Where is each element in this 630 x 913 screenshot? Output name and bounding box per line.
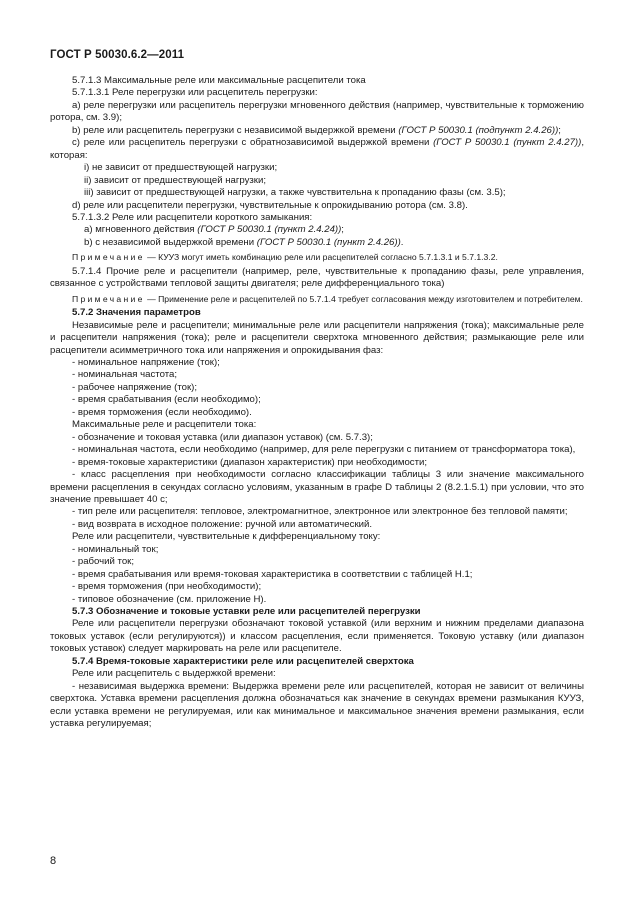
list-item: - номинальный ток; bbox=[72, 543, 159, 555]
list-item: - номинальная частота; bbox=[72, 369, 178, 381]
section-573: Реле или расцепители перегрузки обозначают токовой уставкой (или верхним и нижним пределами диапазона токовых уставок (если регулируются)) и классом расцепления, если применяется. Токовую уставку (или диапазон токовых уставок) следует маркировать на реле или расцепителе. bbox=[50, 618, 584, 655]
list-item: - время торможения (если необходимо). bbox=[72, 406, 252, 418]
list-item: - рабочее напряжение (ток); bbox=[72, 381, 198, 393]
heading-573: 5.7.3 Обозначение и токовые уставки реле или расцепителей перегрузки bbox=[72, 606, 421, 618]
list-item: - обозначение и токовая уставка (или диапазон уставок) (см. 5.7.3); bbox=[72, 431, 373, 443]
note-1: Примечание — КУУЗ могут иметь комбинацию реле или расцепителей согласно 5.7.1.3.1 и 5.7.1.3.2. bbox=[72, 252, 498, 263]
list-item: - типовое обозначение (см. приложение Н). bbox=[72, 593, 267, 605]
list-item: - время торможения (при необходимости); bbox=[72, 581, 262, 593]
list-item: - время срабатывания (если необходимо); bbox=[72, 394, 261, 406]
list-item: - тип реле или расцепителя: тепловое, электромагнитное, электронное или электронное без тепловой памяти; bbox=[72, 506, 568, 518]
list-item: - номинальная частота, если необходимо (например, для реле перегрузки с питанием от трансформатора тока), bbox=[72, 444, 576, 456]
list-item: - время срабатывания или время-токовая характеристика в соответствии с таблицей Н.1; bbox=[72, 568, 473, 580]
list-general bbox=[50, 357, 584, 419]
item-c: с) реле или расцепитель перегрузки с обратнозависимой выдержкой времени (ГОСТ Р 50030.1 (пункт 2.4.27)), которая: bbox=[50, 137, 584, 161]
sc-item-a: а) мгновенного действия (ГОСТ Р 50030.1 (пункт 2.4.24)); bbox=[84, 224, 344, 236]
item-b: b) реле или расцепитель перегрузки с независимой выдержкой времени (ГОСТ Р 50030.1 (подпункт 2.4.26)); bbox=[72, 124, 561, 136]
sc-item-b: b) с независимой выдержкой времени (ГОСТ Р 50030.1 (пункт 2.4.26)). bbox=[84, 236, 404, 248]
section-diff-relays: Реле или расцепители, чувствительные к дифференциальному току: bbox=[72, 531, 381, 543]
list-max bbox=[50, 432, 584, 532]
section-57132: 5.7.1.3.2 Реле или расцепители короткого замыкания: bbox=[72, 211, 313, 223]
list-item: - вид возврата в исходное положение: ручной или автоматический. bbox=[72, 518, 373, 530]
document-header: ГОСТ Р 50030.6.2—2011 bbox=[50, 49, 185, 61]
section-574-item: - независимая выдержка времени: Выдержка времени реле или расцепителей, которая не зависит от величины сверхтока. Уставка времени расцепления должна обозначаться как значение в секундах времени размыкания КУУЗ, если уставка времени не регулируемая, или как минимальное и максимальное значения времени размыкания, если уставка регулируемая; bbox=[50, 680, 584, 730]
section-574-intro: Реле или расцепитель с выдержкой времени: bbox=[72, 668, 276, 680]
item-d: d) реле или расцепители перегрузки, чувствительные к опрокидыванию ротора (см. 3.8). bbox=[72, 199, 468, 211]
note-2: Примечание — Применение реле и расцепителей по 5.7.1.4 требует согласования между изготовителем и потребителем. bbox=[72, 293, 583, 304]
list-item: - рабочий ток; bbox=[72, 556, 135, 568]
list-item: - класс расцепления при необходимости согласно классификации таблицы 3 или значение максимального времени расцепления в секундах согласно условиям, указанным в графе D таблицы 2 (8.2.1.5.1) при условии, что это значение превышает 40 с; bbox=[50, 469, 584, 505]
section-5714: 5.7.1.4 Прочие реле и расцепители (например, реле, чувствительные к пропаданию фазы, реле управления, связанное с устройствами тепловой защиты двигателя; реле дифференциального тока) bbox=[50, 265, 584, 290]
heading-574: 5.7.4 Время-токовые характеристики реле или расцепителей сверхтока bbox=[72, 655, 414, 667]
list-item: - время-токовые характеристики (диапазон характеристик) при необходимости; bbox=[72, 456, 428, 468]
section-5713: 5.7.1.3 Максимальные реле или максимальные расцепители тока bbox=[72, 75, 366, 86]
list-diff bbox=[50, 544, 584, 606]
page-number: 8 bbox=[50, 855, 57, 867]
section-max-relays: Максимальные реле и расцепители тока: bbox=[72, 419, 257, 431]
list-item: - номинальное напряжение (ток); bbox=[72, 356, 220, 368]
section-572-intro: Независимые реле и расцепители; минимальные реле или расцепители напряжения (тока); максимальные реле и расцепители напряжения (тока); реле и расцепители сверхтока мгновенного действия; размыкающие реле или расцепители асимметричного тока или напряжения и опрокидывания фаз: bbox=[50, 319, 584, 356]
heading-572: 5.7.2 Значения параметров bbox=[72, 307, 201, 319]
document-body bbox=[50, 75, 584, 731]
section-57131: 5.7.1.3.1 Реле перегрузки или расцепитель перегрузки: bbox=[72, 87, 318, 99]
item-a: а) реле перегрузки или расцепитель перегрузки мгновенного действия (например, чувствительные к торможению ротора, см. 3.9); bbox=[50, 99, 584, 124]
sub-item-iii: iii) зависит от предшествующей нагрузки, а также чувствительна к пропаданию фазы (см. 3.5); bbox=[84, 187, 506, 199]
sub-item-ii: ii) зависит от предшествующей нагрузки; bbox=[84, 174, 266, 186]
sub-item-i: i) не зависит от предшествующей нагрузки; bbox=[84, 162, 278, 174]
